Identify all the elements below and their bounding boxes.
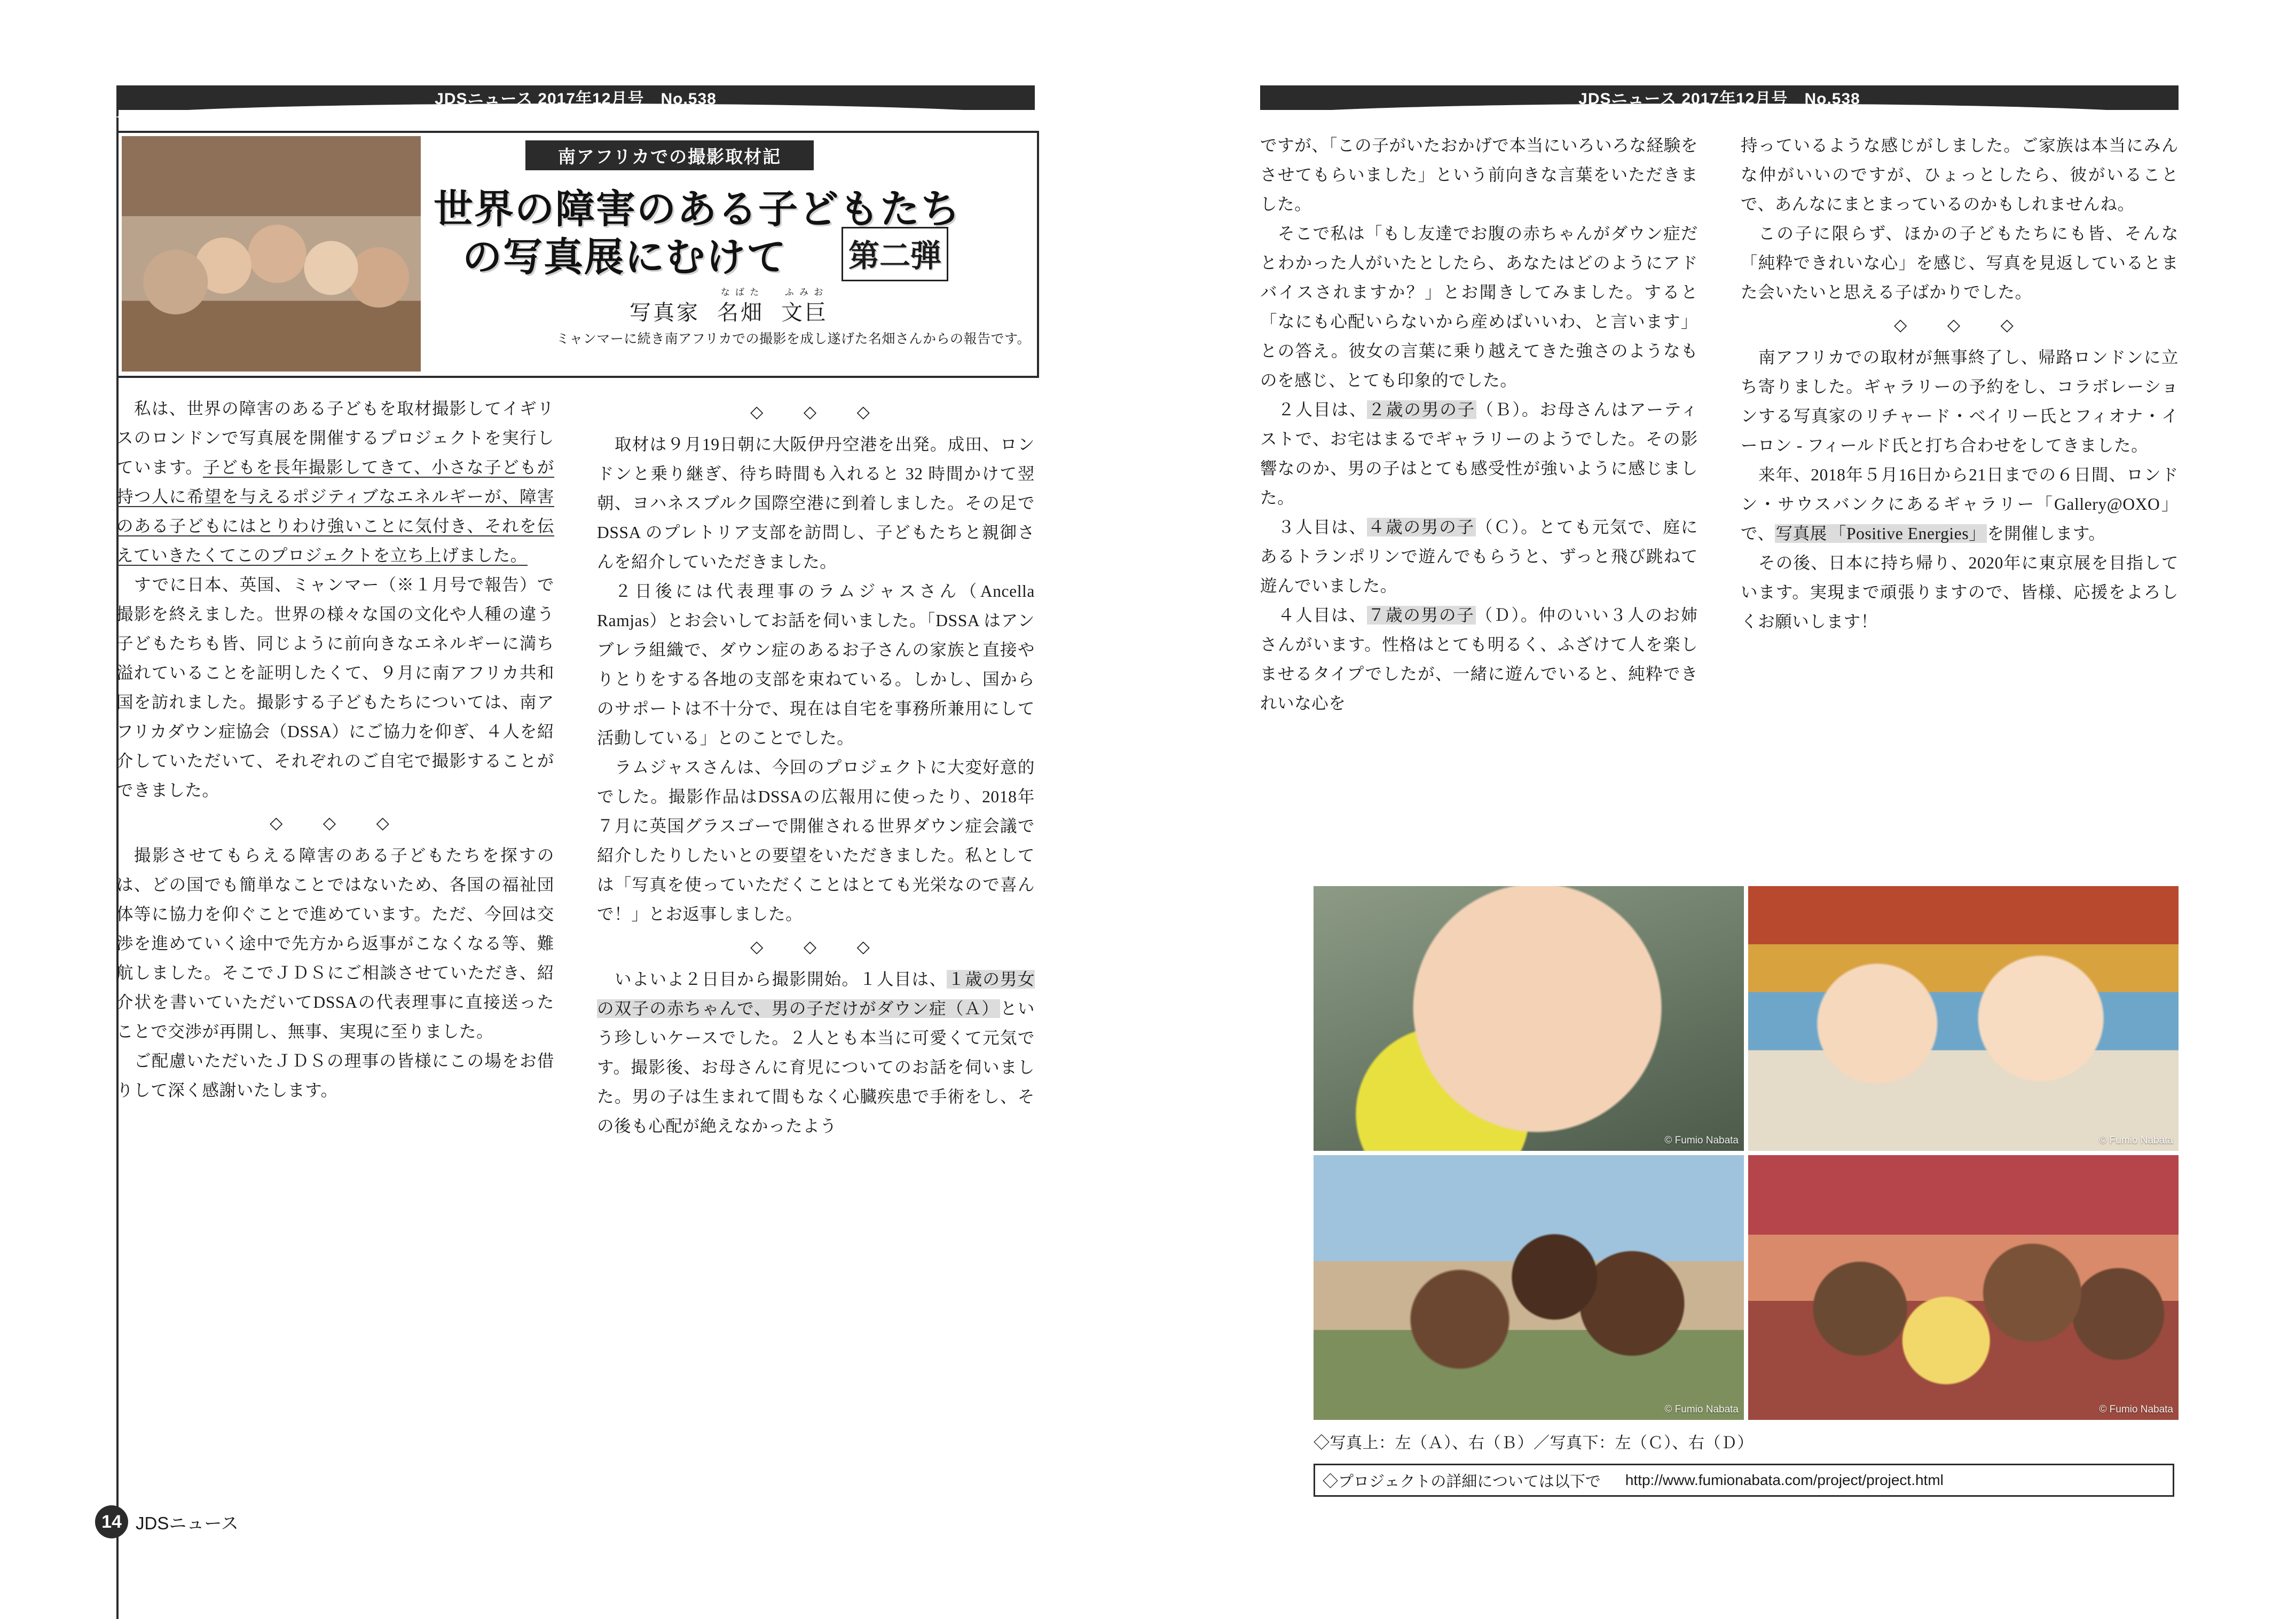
paragraph-text-cont: を開催します。 — [1987, 524, 2106, 543]
paragraph-highlight: ４歳の男の子 — [1367, 518, 1475, 536]
paragraph: そこで私は「もし友達でお腹の赤ちゃんがダウン症だとわかった人がいたとしたら、あなたはどのようにアドバイスされますか？」とお聞きしてみました。すると「なにも心配いらないから産めばいいわ、と言います」との答え。彼女の言葉に乗り越えてきた強さのようなものを感じ、とても印象的でした。 — [1260, 224, 1698, 390]
paragraph: この子に限らず、ほかの子どもたちにも皆、そんな「純粋できれいな心」を感じ、写真を見返しているとまた会いたいと思える子ばかりでした。 — [1741, 224, 2179, 302]
paragraph: ラムジャスさんは、今回のプロジェクトに大変好意的でした。撮影作品はDSSAの広報用に使ったり、2018年７月に英国グラスゴーで開催される世界ダウン症会議で紹介したりしたいとの要望をいただきました。私としては「写真を使っていただくことはとても光栄なので喜んで！」とお返事しました。 — [597, 758, 1035, 923]
paragraph — [1260, 395, 1698, 512]
paragraph-text-cont: （Ｃ）。とても元気で、庭にあるトランポリンで遊んでもらうと、ずっと飛び跳ねて遊んでいました。 — [1260, 518, 1698, 595]
paragraph-highlight: 写真展 — [1775, 524, 1827, 543]
byline-givenname-ruby: ふ み お — [784, 287, 825, 297]
byline-surname — [717, 285, 764, 326]
photo-group-portrait — [122, 136, 421, 372]
paragraph: 南アフリカでの取材が無事終了し、帰路ロンドンに立ち寄りました。ギャラリーの予約をし、コラボレーションする写真家のリチャード・ベイリー氏とフィオナ・イーロン - フィールド氏と打ち合わせをしてきました。 — [1741, 348, 2179, 455]
paragraph — [597, 965, 1035, 1141]
paragraph-text-cont: （Ｂ）。お母さんはアーティストで、お宅はまるでギャラリーのようでした。その影響なのか、男の子はとても感受性が強いように感じました。 — [1260, 400, 1698, 507]
running-head-left — [116, 85, 1035, 112]
paragraph: 撮影させてもらえる障害のある子どもたちを探すのは、どの国でも簡単なことではないため、各国の福祉団体等に協力を仰ぐことで進めています。ただ、今回は交渉を進めていく途中で先方から返事がこなくなる等、難航しました。そこでＪＤＳにご相談させていただき、紹介状を書いていただいてDSSAの代表理事に直接送ったことで交渉が再開し、無事、実現に至りました。 — [116, 846, 554, 1041]
photo-grid-caption: ◇写真上：左（Ａ）、右（Ｂ）／写真下：左（Ｃ）、右（Ｄ） — [1314, 1434, 1754, 1452]
paragraph: すでに日本、英国、ミャンマー（※１月号で報告）で撮影を終えました。世界の様々な国の文化や人種の違う子どもたちも皆、同じように前向きなエネルギーに満ち溢れていることを証明したくて、９月に南アフリカ共和国を訪れました。撮影する子どもたちについては、南アフリカダウン症協会（DSSA）にご協力を仰ぎ、４人を紹介していただいて、それぞれのご自宅で撮影することができました。 — [116, 575, 554, 800]
paragraph — [1260, 601, 1698, 718]
paragraph-highlight: ２歳の男の子 — [1368, 400, 1476, 419]
photo-credit: © Fumio Nabata — [2099, 1135, 2173, 1146]
photo-twins-table-b — [1748, 886, 2179, 1151]
body-column-2 — [597, 394, 1035, 1141]
paragraph-text-cont: （Ｄ）。仲のいい３人のお姉さんがいます。性格はとても明るく、ふざけて人を楽しませるタイプでしたが、一緒に遊んでいると、純粋できれいな心を — [1260, 606, 1698, 713]
byline-role: 写真家 — [630, 301, 700, 325]
project-url-label: ◇プロジェクトの詳細については以下で — [1323, 1473, 1601, 1490]
byline-surname-text: 名畑 — [717, 301, 764, 325]
paragraph-text: ２人目は、 — [1278, 400, 1367, 419]
spread-gutter — [1147, 80, 1149, 1553]
paragraph — [116, 394, 554, 570]
ornament-separator: ◇ ◇ ◇ — [270, 814, 401, 832]
paragraph: ２日後には代表理事のラムジャスさん（Ancella Ramjas）とお会いしてお話を伺いました。「DSSA はアンブレラ組織で、ダウン症のあるお子さんの家族と直接やりとりをする各地の支部を束ねている。しかし、国からのサポートは不十分で、現在は自宅を事務所兼用にして活動している」とのことでした。 — [597, 582, 1035, 747]
paragraph-highlight-2: 「Positive Energies」 — [1829, 524, 1986, 543]
article-part-badge: 第二弾 — [842, 227, 948, 281]
project-url-box — [1314, 1464, 2174, 1497]
byline-givenname — [781, 285, 828, 326]
paragraph: 取材は９月19日朝に大阪伊丹空港を出発。成田、ロンドンと乗り継ぎ、待ち時間も入れると 32 時間かけて翌朝、ヨハネスブルク国際空港に到着しました。その足で DSSA のプレトリア支部を訪問し、子どもたちと親御さんを紹介していただきました。 — [597, 435, 1035, 571]
photo-credit: © Fumio Nabata — [1664, 1404, 1739, 1415]
body-column-3 — [1260, 131, 1698, 718]
running-head-text: JDSニュース 2017年12月号 No.538 — [1578, 90, 1860, 108]
photo-grid — [1314, 886, 2179, 1420]
paragraph: その後、日本に持ち帰り、2020年に東京展を目指しています。実現まで頑張りますので、皆様、応援をよろしくお願いします！ — [1741, 554, 2179, 631]
headline-text-area — [424, 136, 1034, 373]
paragraph-highlight: ７歳の男の子 — [1367, 606, 1475, 625]
article-byline — [424, 285, 1034, 326]
photo-sisters-d — [1748, 1155, 2179, 1420]
body-column-1 — [116, 394, 554, 1105]
article-title-line2: の写真展にむけて — [462, 235, 787, 279]
article-title-line1: 世界の障害のある子どもたち — [434, 187, 961, 231]
photo-baby-a — [1314, 886, 1744, 1151]
running-head-right — [1260, 85, 2179, 112]
paragraph-text: ３人目は、 — [1278, 518, 1367, 536]
headline-note: ミャンマーに続き南アフリカでの撮影を成し遂げた名畑さんからの報告です。 — [556, 332, 1031, 346]
byline-givenname-text: 文巨 — [781, 301, 828, 325]
paragraph-emphasis-underline: 子どもを長年撮影してきて、小さな子どもが持つ人に希望を与えるポジティブなエネルギーが、障害のある子どもにはとりわけ強いことに気付き、それを伝えていきたくてこのプロジェクトを立ち上げました。 — [116, 458, 554, 565]
paragraph-text: いよいよ２日目から撮影開始。１人目は、 — [615, 970, 947, 989]
ornament-separator: ◇ ◇ ◇ — [1894, 315, 2025, 334]
paragraph-text: 来年、2018年５月16日から21日までの６日間、ロンドン・サウスバンクにあるギャラリー「Gallery@OXO」で、 — [1741, 465, 2179, 543]
article-kicker: 南アフリカでの撮影取材記 — [525, 140, 814, 170]
paragraph — [1260, 512, 1698, 601]
article-headline-block — [116, 131, 1039, 378]
photo-credit: © Fumio Nabata — [1664, 1135, 1739, 1146]
body-column-4 — [1741, 131, 2179, 636]
running-head-text: JDSニュース 2017年12月号 No.538 — [435, 90, 717, 108]
paragraph-continued: ですが、「この子がいたおかげで本当にいろいろな経験をさせてもらいました」という前向きな言葉をいただきました。 — [1260, 136, 1698, 214]
paragraph-text: ４人目は、 — [1278, 606, 1367, 625]
paragraph-text-cont: という珍しいケースでした。２人とも本当に可愛くて元気です。撮影後、お母さんに育児についてのお話を伺いました。男の子は生まれて間もなく心臓疾患で手術をし、その後も心配が絶えなかったよう — [597, 999, 1035, 1135]
photo-credit: © Fumio Nabata — [2099, 1404, 2173, 1415]
project-url-link[interactable]: http://www.fumionabata.com/project/project.html — [1625, 1472, 1944, 1488]
folio — [95, 1505, 239, 1538]
byline-surname-ruby: な ば た — [720, 287, 761, 297]
photo-family-c — [1314, 1155, 1744, 1420]
ornament-separator: ◇ ◇ ◇ — [750, 402, 882, 421]
paragraph-continued: 持っているような感じがしました。ご家族は本当にみんな仲がいいのですが、ひょっとしたら、彼がいることで、あんなにまとまっているのかもしれませんね。 — [1741, 136, 2179, 214]
paragraph — [1741, 460, 2179, 548]
paragraph-highlight: １歳の男女の双子の赤ちゃんで、男の子だけがダウン症（Ａ） — [597, 970, 1035, 1018]
ornament-separator: ◇ ◇ ◇ — [750, 937, 882, 956]
publication-name: JDSニュース — [136, 1513, 239, 1533]
paragraph-text: 私は、世界の障害のある子どもを取材撮影してイギリスのロンドンで写真展を開催するプロジェクトを実行しています。 — [116, 399, 554, 477]
page-number: 14 — [95, 1505, 128, 1538]
paragraph: ご配慮いただいたＪＤＳの理事の皆様にこの場をお借りして深く感謝いたします。 — [116, 1052, 554, 1100]
